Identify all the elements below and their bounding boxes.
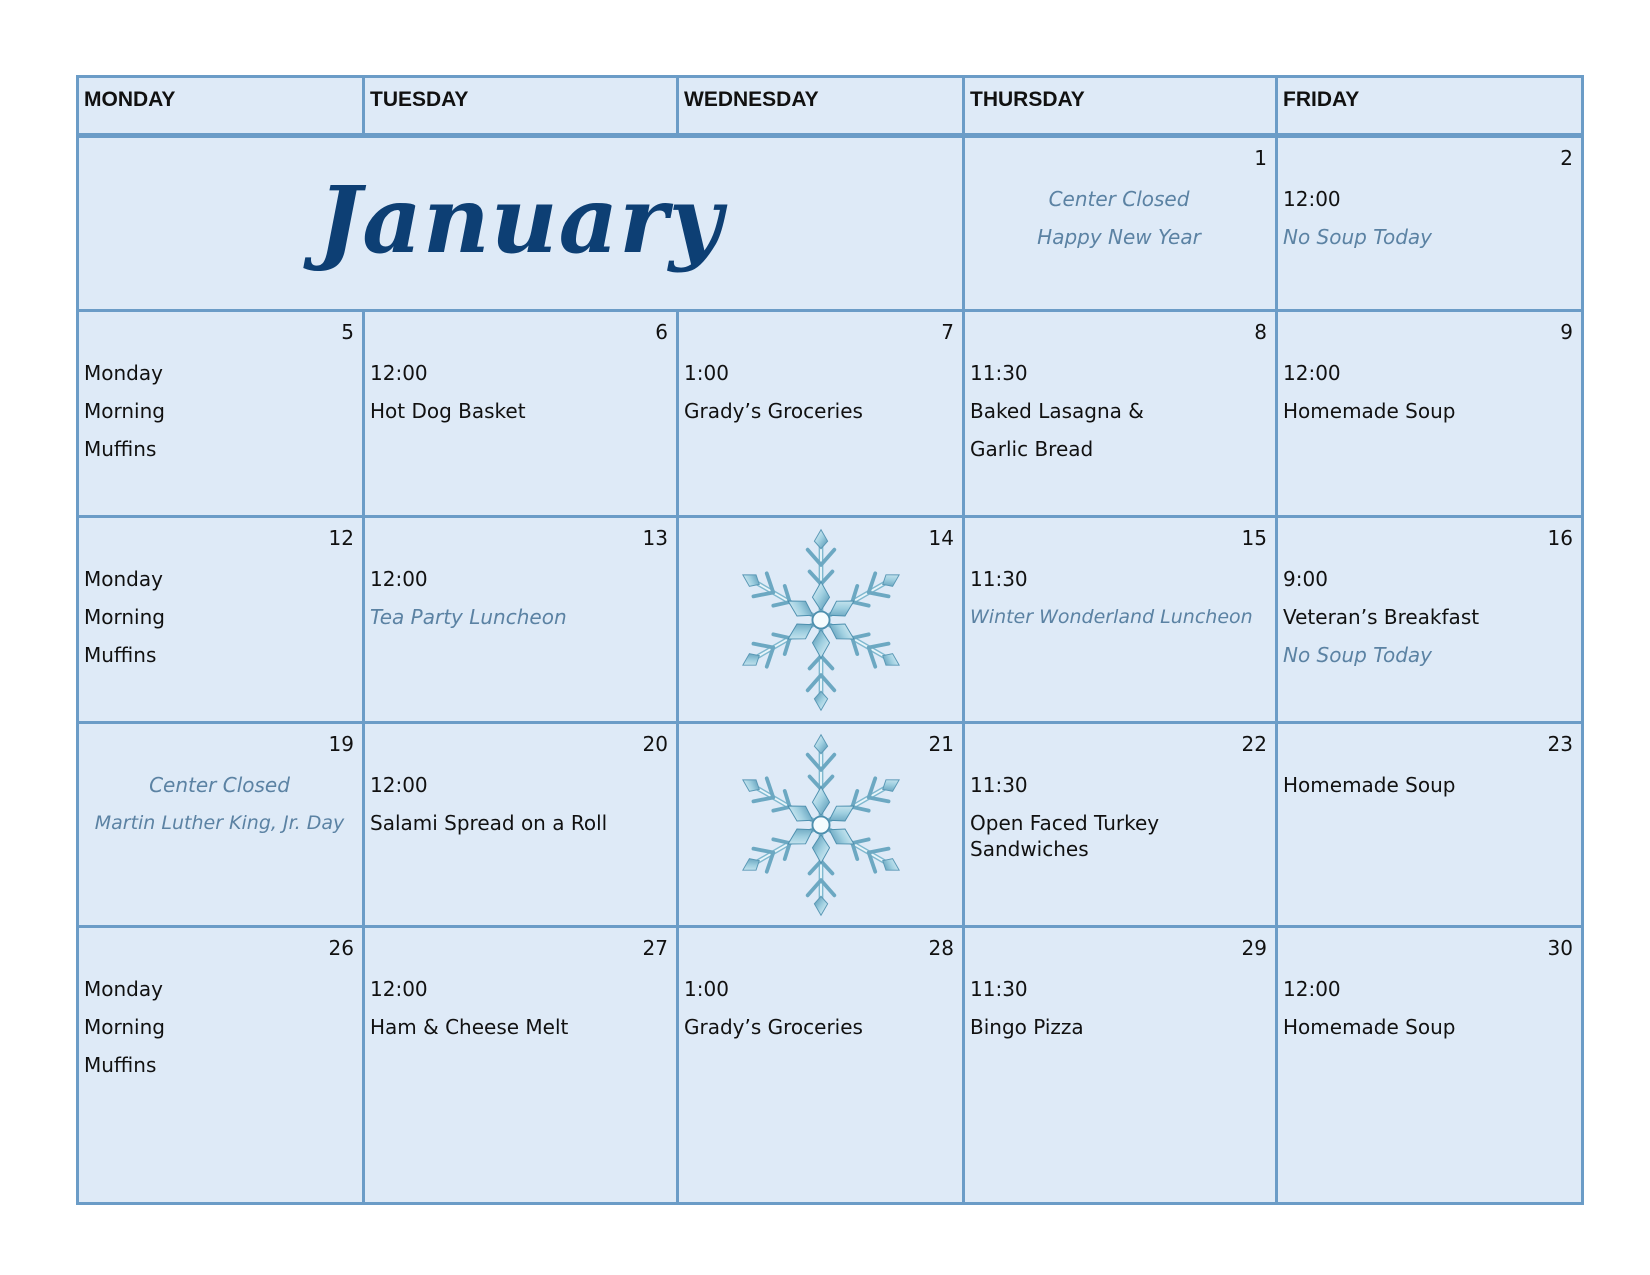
- event-time: 12:00: [370, 773, 428, 797]
- event-time: 11:30: [970, 977, 1028, 1001]
- day-cell: [679, 928, 965, 1202]
- day-number: 15: [1241, 526, 1267, 550]
- day-number: 23: [1547, 732, 1573, 756]
- day-cell: [79, 518, 365, 724]
- header-wednesday: WEDNESDAY: [679, 78, 965, 138]
- day-number: 20: [642, 732, 668, 756]
- day-number: 19: [328, 732, 354, 756]
- event-line: No Soup Today: [1283, 225, 1432, 249]
- day-cell: [79, 928, 365, 1202]
- event-time: 1:00: [684, 977, 729, 1001]
- event-line: Homemade Soup: [1283, 773, 1456, 797]
- event-line: Monday: [84, 361, 163, 385]
- event-time: 12:00: [370, 977, 428, 1001]
- event-line: Hot Dog Basket: [370, 399, 526, 423]
- day-number: 2: [1560, 146, 1573, 170]
- day-number: 13: [642, 526, 668, 550]
- day-number: 7: [941, 320, 954, 344]
- day-number: 27: [642, 936, 668, 960]
- day-cell: [679, 518, 965, 724]
- header-tuesday: TUESDAY: [365, 78, 679, 138]
- event-line: Sandwiches: [970, 837, 1089, 861]
- day-cell: [679, 724, 965, 928]
- event-line: Muffins: [84, 437, 157, 461]
- day-number: 6: [655, 320, 668, 344]
- day-cell: [79, 312, 365, 518]
- event-time: 11:30: [970, 361, 1028, 385]
- event-line: Bingo Pizza: [970, 1015, 1084, 1039]
- day-cell: [365, 928, 679, 1202]
- day-cell: [1278, 518, 1581, 724]
- event-line: Veteran’s Breakfast: [1283, 605, 1480, 629]
- event-time: 11:30: [970, 567, 1028, 591]
- day-cell: [965, 928, 1278, 1202]
- day-number: 14: [928, 526, 954, 550]
- day-cell: [965, 724, 1278, 928]
- day-cell: [1278, 724, 1581, 928]
- event-time: 11:30: [970, 773, 1028, 797]
- event-line: Muffins: [84, 643, 157, 667]
- day-cell: [1278, 312, 1581, 518]
- event-line: Homemade Soup: [1283, 399, 1456, 423]
- header-monday: MONDAY: [79, 78, 365, 138]
- event-line: Winter Wonderland Luncheon: [970, 606, 1253, 628]
- event-line: Center Closed: [1048, 187, 1190, 211]
- event-line: Center Closed: [149, 773, 290, 797]
- event-line: Garlic Bread: [970, 437, 1094, 461]
- event-time: 12:00: [370, 361, 428, 385]
- event-line: Morning: [84, 399, 165, 423]
- day-cell: [965, 312, 1278, 518]
- day-cell: [679, 312, 965, 518]
- header-friday: FRIDAY: [1278, 78, 1581, 138]
- month-banner: [79, 138, 965, 312]
- day-cell: [365, 312, 679, 518]
- day-cell: [365, 518, 679, 724]
- day-cell: [365, 724, 679, 928]
- calendar: [76, 75, 1584, 1205]
- day-number: 8: [1254, 320, 1267, 344]
- day-cell: [965, 518, 1278, 724]
- event-line: Homemade Soup: [1283, 1015, 1456, 1039]
- event-line: Grady’s Groceries: [684, 399, 863, 423]
- event-time: 12:00: [1283, 361, 1341, 385]
- month-title: January: [317, 166, 724, 274]
- event-line: Happy New Year: [1037, 225, 1201, 249]
- day-cell: [965, 138, 1278, 312]
- day-cell: [79, 724, 365, 928]
- snowflake-icon: [716, 730, 926, 920]
- day-number: 1: [1254, 146, 1267, 170]
- event-line: Grady’s Groceries: [684, 1015, 863, 1039]
- event-time: 12:00: [1283, 187, 1341, 211]
- event-line: Monday: [84, 977, 163, 1001]
- event-line: Baked Lasagna &: [970, 399, 1144, 423]
- day-number: 16: [1547, 526, 1573, 550]
- day-number: 28: [928, 936, 954, 960]
- day-number: 21: [928, 732, 954, 756]
- event-line: Muffins: [84, 1053, 157, 1077]
- event-time: 12:00: [1283, 977, 1341, 1001]
- day-number: 12: [328, 526, 354, 550]
- day-number: 5: [341, 320, 354, 344]
- event-line: Martin Luther King, Jr. Day: [94, 812, 345, 834]
- event-line: Morning: [84, 605, 165, 629]
- event-line: Monday: [84, 567, 163, 591]
- event-line: No Soup Today: [1283, 643, 1432, 667]
- event-line: Open Faced Turkey: [970, 811, 1160, 835]
- day-number: 26: [328, 936, 354, 960]
- event-time: 9:00: [1283, 567, 1328, 591]
- event-time: 1:00: [684, 361, 729, 385]
- snowflake-icon: [716, 525, 926, 715]
- event-line: Morning: [84, 1015, 165, 1039]
- event-line: Ham & Cheese Melt: [370, 1015, 569, 1039]
- day-cell: [1278, 928, 1581, 1202]
- event-time: 12:00: [370, 567, 428, 591]
- day-number: 29: [1241, 936, 1267, 960]
- event-line: Salami Spread on a Roll: [370, 811, 608, 835]
- event-line: Tea Party Luncheon: [370, 605, 567, 629]
- day-number: 30: [1547, 936, 1573, 960]
- header-thursday: THURSDAY: [965, 78, 1278, 138]
- day-number: 9: [1560, 320, 1573, 344]
- day-cell: [1278, 138, 1581, 312]
- day-number: 22: [1241, 732, 1267, 756]
